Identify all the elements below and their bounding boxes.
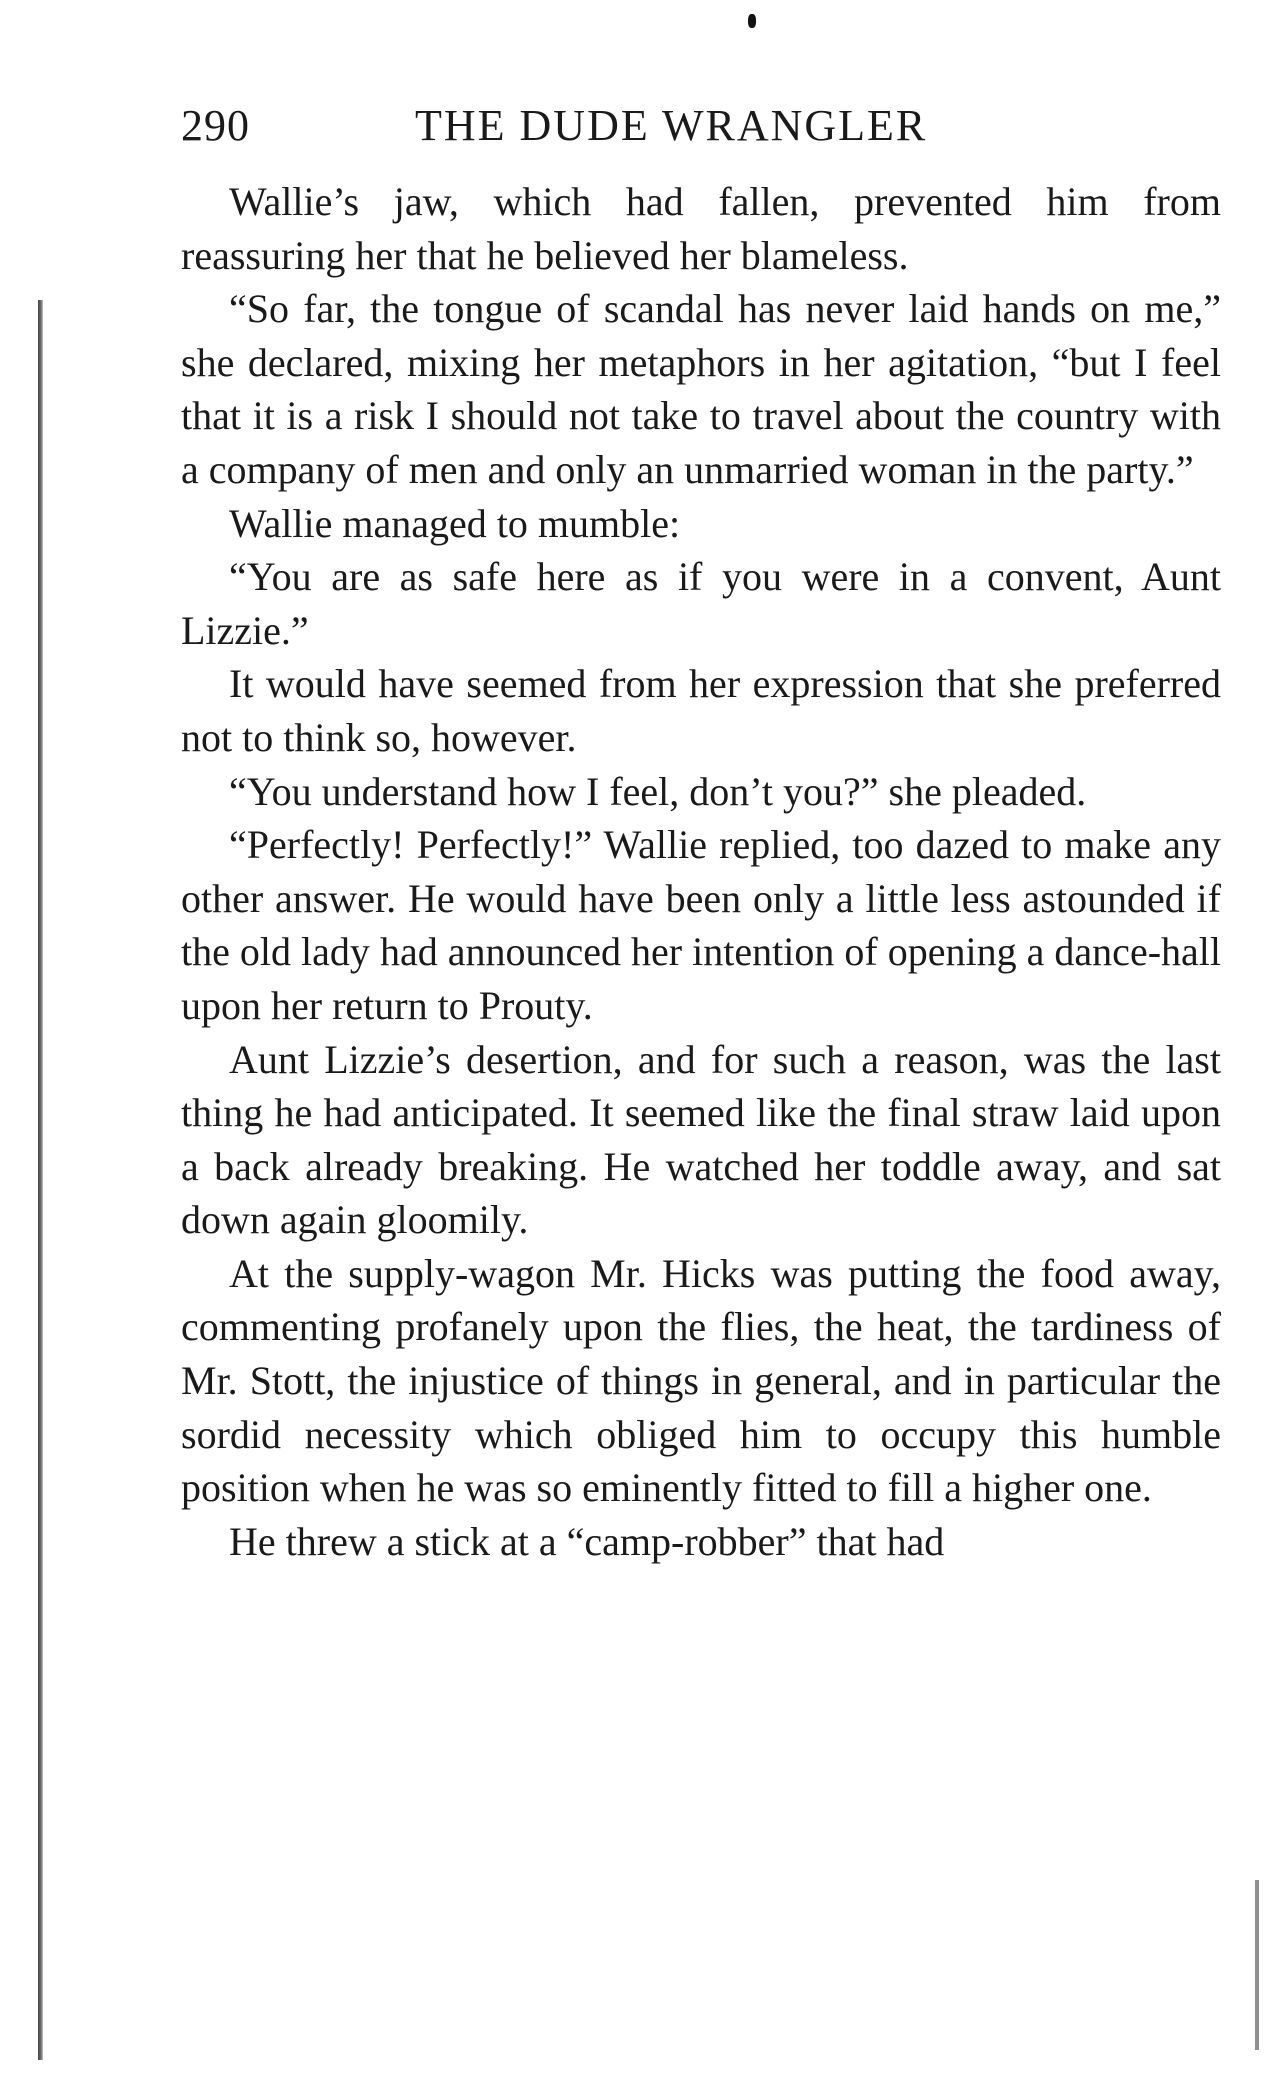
paragraph: “You are as safe here as if you were in a convent, Aunt Lizzie.” [181, 554, 1221, 653]
paragraph: He threw a stick at a “camp-robber” that had [229, 1518, 945, 1564]
body-text [181, 175, 1221, 1568]
paragraph: “You understand how I feel, don’t you?” she pleaded. [229, 768, 1087, 814]
paragraph: At the supply-wagon Mr. Hicks was putting the food away, commenting profanely upon the flies, the heat, the tardiness of Mr. Stott, the injustice of things in general, and in particular the sordid necessity which obliged him to occupy this humble position when he was so eminently fitted to fill a higher one. [181, 1250, 1221, 1511]
page-number: 290 [181, 101, 250, 150]
paragraph: It would have seemed from her expression that she preferred not to think so, however. [181, 661, 1221, 760]
paragraph: Aunt Lizzie’s desertion, and for such a reason, was the last thing he had anticipated. It seemed like the final straw laid upon a back already breaking. He watched her toddle away, and sat down again gloomily. [181, 1036, 1221, 1243]
running-title: THE DUDE WRANGLER [415, 101, 928, 150]
paragraph: “So far, the tongue of scandal has never laid hands on me,” she declared, mixing her metaphors in her agitation, “but I feel that it is a risk I should not take to travel about the country with a company of men and only an unmarried woman in the party.” [181, 286, 1221, 492]
running-header [181, 98, 1221, 154]
ink-speck [748, 14, 756, 28]
binding-shadow [38, 300, 43, 2060]
paragraph: Wallie managed to mumble: [229, 500, 681, 546]
paragraph: Wallie’s jaw, which had fallen, prevented him from reassuring her that he believed her blameless. [181, 179, 1221, 278]
paragraph: “Perfectly! Perfectly!” Wallie replied, too dazed to make any other answer. He would have been only a little less astounded if the old lady had announced her intention of opening a dance-hall upon her return to Prouty. [181, 822, 1221, 1028]
page-edge-mark [1255, 1880, 1259, 2050]
